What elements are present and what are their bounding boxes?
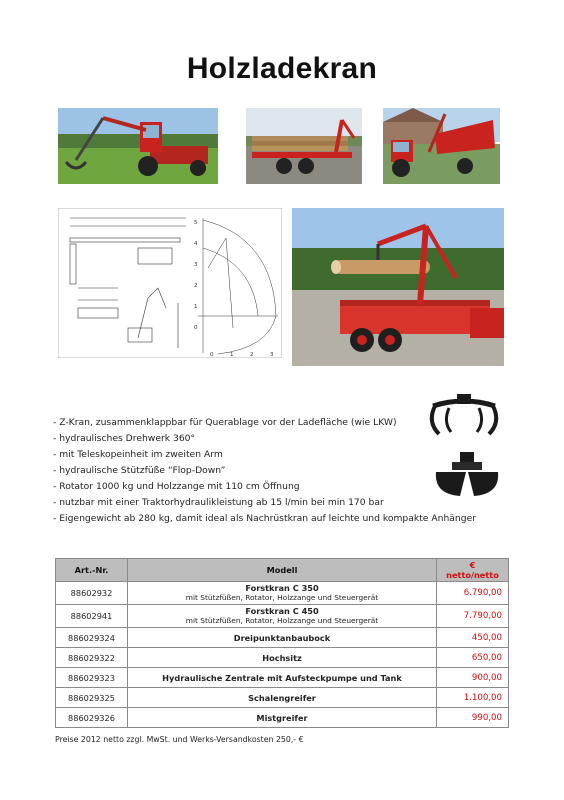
table-row <box>56 688 509 708</box>
feature-item: - nutzbar mit einer Traktorhydraulikleistung ab 15 l/min bei min 170 bar <box>53 497 384 508</box>
article-number: 886029323 <box>56 668 128 688</box>
svg-text:5: 5 <box>194 220 198 226</box>
photo-tipper-trailer <box>383 108 500 184</box>
price-value: 990,00 <box>437 708 509 728</box>
model-name: Forstkran C 350 <box>245 583 319 593</box>
table-row <box>56 628 509 648</box>
photo-crane-loading-log <box>292 208 504 366</box>
model-cell <box>128 582 437 605</box>
model-name: Forstkran C 450 <box>245 606 319 616</box>
price-value: 7.790,00 <box>437 605 509 628</box>
svg-text:2: 2 <box>250 352 254 358</box>
svg-text:4: 4 <box>194 241 198 247</box>
model-cell <box>128 668 437 688</box>
svg-text:3: 3 <box>270 352 274 358</box>
feature-item: - Eigengewicht ab 280 kg, damit ideal als Nachrüstkran auf leichte und kompakte Anhänger <box>53 513 477 524</box>
feature-item: - hydraulisches Drehwerk 360° <box>53 433 196 444</box>
model-name: Mistgreifer <box>256 712 308 723</box>
model-name: Hydraulische Zentrale mit Aufsteckpumpe und Tank <box>162 672 402 683</box>
svg-text:2: 2 <box>194 283 198 289</box>
price-table <box>55 558 509 728</box>
currency-symbol: € <box>469 560 476 570</box>
table-row <box>56 582 509 605</box>
article-number: 886029322 <box>56 648 128 668</box>
model-cell <box>128 688 437 708</box>
model-cell <box>128 605 437 628</box>
model-description: mit Stützfüßen, Rotator, Holzzange und Steuergerät <box>185 593 379 602</box>
table-row <box>56 648 509 668</box>
feature-list <box>53 415 477 527</box>
price-value: 900,00 <box>437 668 509 688</box>
crane-technical-drawing <box>58 208 282 358</box>
article-number: 88602941 <box>56 605 128 628</box>
table-row <box>56 668 509 688</box>
grab-image-log-tongs <box>425 392 503 442</box>
table-row <box>56 605 509 628</box>
column-header-price <box>437 559 509 582</box>
model-name: Dreipunktanbaubock <box>233 632 331 643</box>
table-row <box>56 708 509 728</box>
price-value: 6.790,00 <box>437 582 509 605</box>
model-cell <box>128 708 437 728</box>
page-title: Holzladekran <box>186 52 378 85</box>
price-value: 1.100,00 <box>437 688 509 708</box>
photo-tractor-crane-grass <box>58 108 218 184</box>
model-cell <box>128 628 437 648</box>
article-number: 886029326 <box>56 708 128 728</box>
price-basis: netto/netto <box>446 570 499 580</box>
svg-text:3: 3 <box>194 262 198 268</box>
svg-text:1: 1 <box>230 352 234 358</box>
svg-text:0: 0 <box>194 325 198 331</box>
price-value: 450,00 <box>437 628 509 648</box>
svg-text:1: 1 <box>194 304 198 310</box>
feature-item: - Z-Kran, zusammenklappbar für Querablage vor der Ladefläche (wie LKW) <box>53 417 397 428</box>
photo-log-trailer <box>246 108 362 184</box>
feature-item: - Rotator 1000 kg und Holzzange mit 110 cm Öffnung <box>53 481 300 492</box>
feature-item: - hydraulische Stützfüße “Flop-Down” <box>53 465 226 476</box>
price-value: 650,00 <box>437 648 509 668</box>
feature-item: - mit Teleskopeinheit im zweiten Arm <box>53 449 223 460</box>
price-footnote: Preise 2012 netto zzgl. MwSt. und Werks-Versandkosten 250,- € <box>55 735 304 744</box>
model-description: mit Stützfüßen, Rotator, Holzzange und Steuergerät <box>185 616 379 625</box>
column-header-art: Art.-Nr. <box>56 559 128 582</box>
svg-text:0: 0 <box>210 352 214 358</box>
table-header-row <box>56 559 509 582</box>
grab-image-bucket <box>430 450 504 500</box>
model-name: Schalengreifer <box>248 692 316 703</box>
article-number: 886029325 <box>56 688 128 708</box>
article-number: 886029324 <box>56 628 128 648</box>
model-name: Hochsitz <box>262 652 302 663</box>
column-header-model: Modell <box>128 559 437 582</box>
model-cell <box>128 648 437 668</box>
article-number: 88602932 <box>56 582 128 605</box>
